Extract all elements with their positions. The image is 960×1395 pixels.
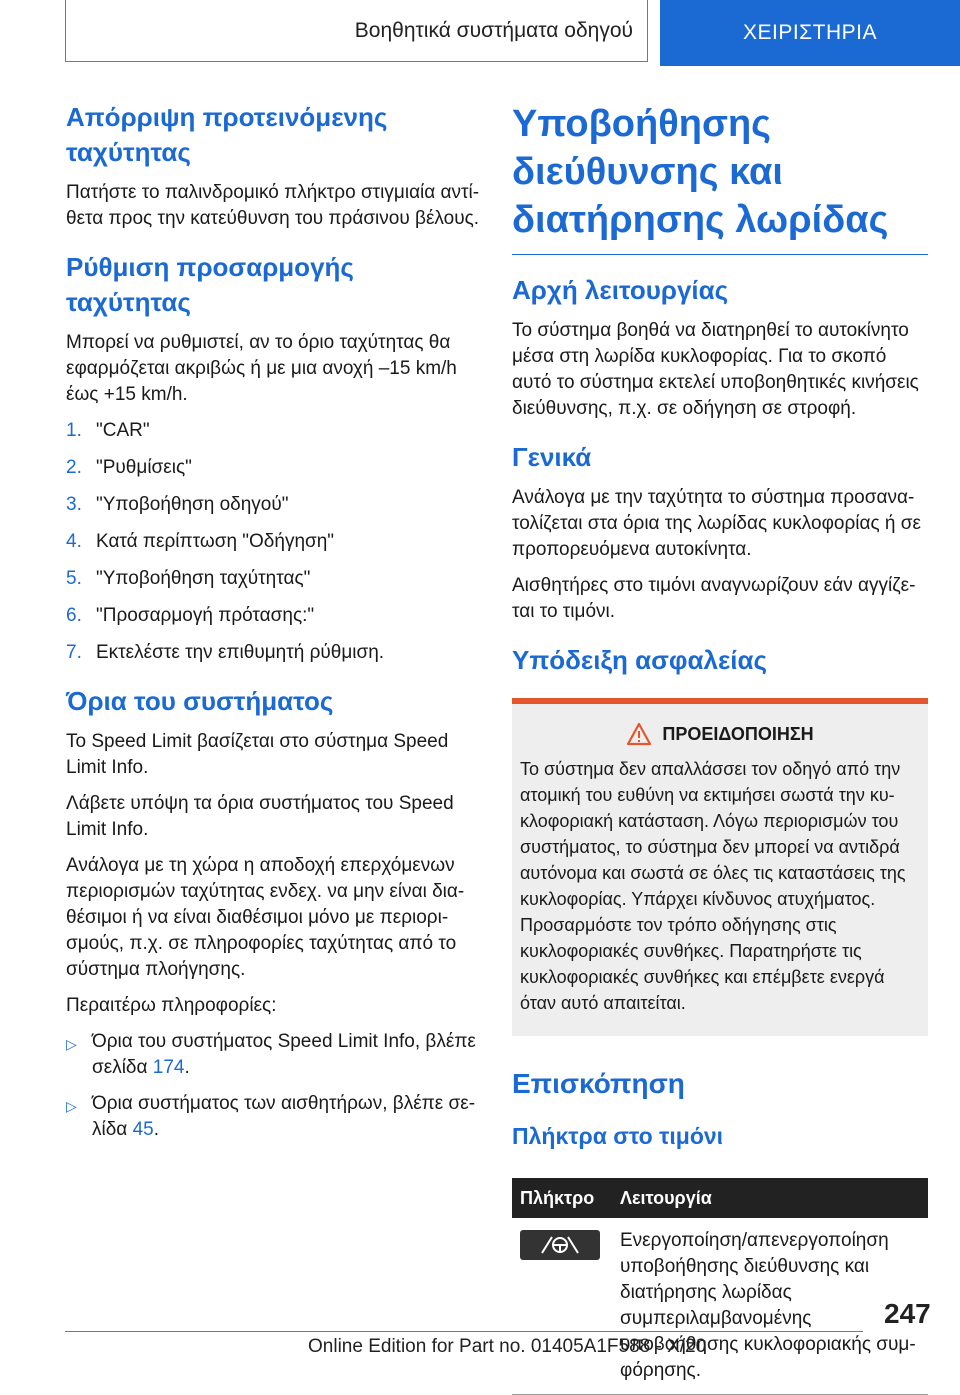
list-item (66, 640, 482, 666)
list-item (66, 1091, 482, 1143)
page-number: 247 (884, 1298, 931, 1329)
limits-paragraph: Ανάλογα με τη χώρα η αποδοχή επερχόμενων περιορισμών ταχύτητας ενδεχ. να μην είναι διαθέσιμοι ή να είναι διαθέσιμοι μόνο με περιορισμούς, π.χ. σε πληροφορίες ταχύτητας από το σύστημα πλοήγησης. (66, 855, 465, 980)
warning-triangle-icon (626, 722, 652, 746)
reference-text: Όρια συστήματος των αισθητήρων, βλέπε σελίδα 45. (92, 1093, 476, 1140)
step-number: 5. (66, 568, 82, 589)
limits-paragraph: Λάβετε υπόψη τα όρια συστήματος του Speed Limit Info. (66, 793, 454, 840)
right-column (512, 100, 928, 1395)
step-text: "CAR" (96, 420, 150, 441)
step-text: "Προσαρμογή πρότασης:" (96, 605, 315, 626)
left-column (66, 100, 482, 1153)
reject-speed-text: Πατήστε το παλινδρομικό πλήκτρο στιγμιαία αντίθετα προς την κατεύθυνση του πράσινου βέλους. (66, 182, 480, 229)
reference-text: Όρια του συστήματος Speed Limit Info, βλέπε σελίδα 174. (92, 1031, 476, 1078)
overview-subheading: Πλήκτρα στο τιμόνι (512, 1123, 724, 1149)
list-item (66, 1029, 482, 1081)
edition-footer: Online Edition for Part no. 01405A1F588 - X/20 (308, 1336, 707, 1357)
column-header-function: Λειτουργία (612, 1178, 928, 1218)
step-text: "Ρυθμίσεις" (96, 457, 192, 478)
adjust-speed-heading: Ρύθμιση προσαρμογής ταχύτητας (66, 252, 354, 317)
section-tab (660, 0, 960, 66)
adjust-section (66, 250, 482, 666)
warning-title (520, 722, 920, 746)
limits-paragraph: Το Speed Limit βασίζεται στο σύστημα Speed Limit Info. (66, 731, 449, 778)
warning-box (512, 698, 928, 1036)
warning-text: Το σύστημα δεν απαλλάσσει τον οδηγό από την ατομική του ευθύνη να εκτιμήσει σωστά την κυκλοφοριακή κατάσταση. Λόγω περιορισμών του συστήματος, το σύστημα δεν μπορεί να αντιδρά αυτόνομα και σωστά σε όλες τις καταστάσεις της κυκλοφορίας. Υπάρχει κίνδυνος ατυχήματος. Προσαρμόστε τον τρόπο οδήγησης στις κυκλοφοριακές συνθήκες. Παρατηρήστε τις κυκλοφοριακές συνθήκες και επέμβετε ενεργά όταν αυτό απαιτείται. (520, 759, 906, 1013)
general-heading: Γενικά (512, 442, 592, 472)
list-item (66, 455, 482, 481)
step-number: 6. (66, 605, 82, 626)
column-header-key: Πλήκτρο (512, 1178, 612, 1218)
general-section (512, 440, 928, 625)
step-number: 7. (66, 642, 82, 663)
keys-table (512, 1178, 928, 1395)
list-item (66, 418, 482, 444)
limits-section (66, 684, 482, 1143)
step-text: "Υποβοήθηση οδηγού" (96, 494, 289, 515)
triangle-bullet-icon: ▷ (66, 1036, 77, 1052)
table-header-row (512, 1178, 928, 1218)
main-heading: Υποβοήθησης διεύθυνσης και διατήρησης λωρίδας (512, 103, 889, 241)
reject-speed-heading: Απόρριψη προτεινόμενης ταχύτητας (66, 102, 388, 167)
footer-divider (65, 1331, 863, 1332)
system-limits-heading: Όρια του συστήματος (66, 686, 334, 716)
lane-assist-icon (520, 1230, 600, 1260)
warning-label: ΠΡΟΕΙΔΟΠΟΙΗΣΗ (662, 723, 814, 744)
list-item (66, 529, 482, 555)
chapter-title: Βοηθητικά συστήματα οδηγού (354, 18, 633, 42)
list-item (66, 603, 482, 629)
key-cell (512, 1218, 612, 1395)
page-link[interactable]: 45 (132, 1119, 154, 1140)
chapter-header (65, 0, 648, 62)
page-link[interactable]: 174 (152, 1057, 185, 1078)
principle-heading: Αρχή λειτουργίας (512, 275, 729, 305)
step-number: 2. (66, 457, 82, 478)
step-text: "Υποβοήθηση ταχύτητας" (96, 568, 311, 589)
safety-section (512, 643, 928, 1036)
step-number: 4. (66, 531, 82, 552)
table-row (512, 1218, 928, 1395)
function-cell: Ενεργοποίηση/απενεργοποίηση υποβοήθησης διεύθυνσης και διατήρησης λωρίδας συμπεριλαμβανομένης υποβοήθησης κυκλοφοριακής συμφόρησης. (612, 1218, 928, 1395)
section-title: ΧΕΙΡΙΣΤΗΡΙΑ (742, 21, 877, 44)
general-paragraph: Ανάλογα με την ταχύτητα το σύστημα προσανατολίζεται στα όρια της λωρίδας κυκλοφορίας ή σε προπορευόμενα αυτοκίνητα. (512, 487, 921, 560)
references-list (66, 1029, 482, 1143)
triangle-bullet-icon: ▷ (66, 1098, 77, 1114)
principle-text: Το σύστημα βοηθά να διατηρηθεί το αυτοκίνητο μέσα στη λωρίδα κυκλοφορίας. Για το σκοπό αυτό το σύστημα εκτελεί υποβοηθητικές κινήσεις διεύθυνσης, π.χ. σε οδήγηση σε στροφή. (512, 320, 919, 419)
step-text: Κατά περίπτωση "Οδήγηση" (96, 531, 335, 552)
step-number: 1. (66, 420, 82, 441)
list-item (66, 492, 482, 518)
steps-list (66, 418, 482, 666)
safety-heading: Υπόδειξη ασφαλείας (512, 645, 768, 675)
step-text: Εκτελέστε την επιθυμητή ρύθμιση. (96, 642, 385, 663)
general-paragraph: Αισθητήρες στο τιμόνι αναγνωρίζουν εάν αγγίζεται το τιμόνι. (512, 575, 916, 622)
list-item (66, 566, 482, 592)
heading-divider (512, 254, 928, 255)
step-number: 3. (66, 494, 82, 515)
limits-paragraph: Περαιτέρω πληροφορίες: (66, 995, 277, 1016)
overview-heading: Επισκόπηση (512, 1068, 685, 1099)
adjust-speed-text: Μπορεί να ρυθμιστεί, αν το όριο ταχύτητας θα εφαρμόζεται ακριβώς ή με μια ανοχή –15 km/h έως +15 km/h. (66, 332, 457, 405)
